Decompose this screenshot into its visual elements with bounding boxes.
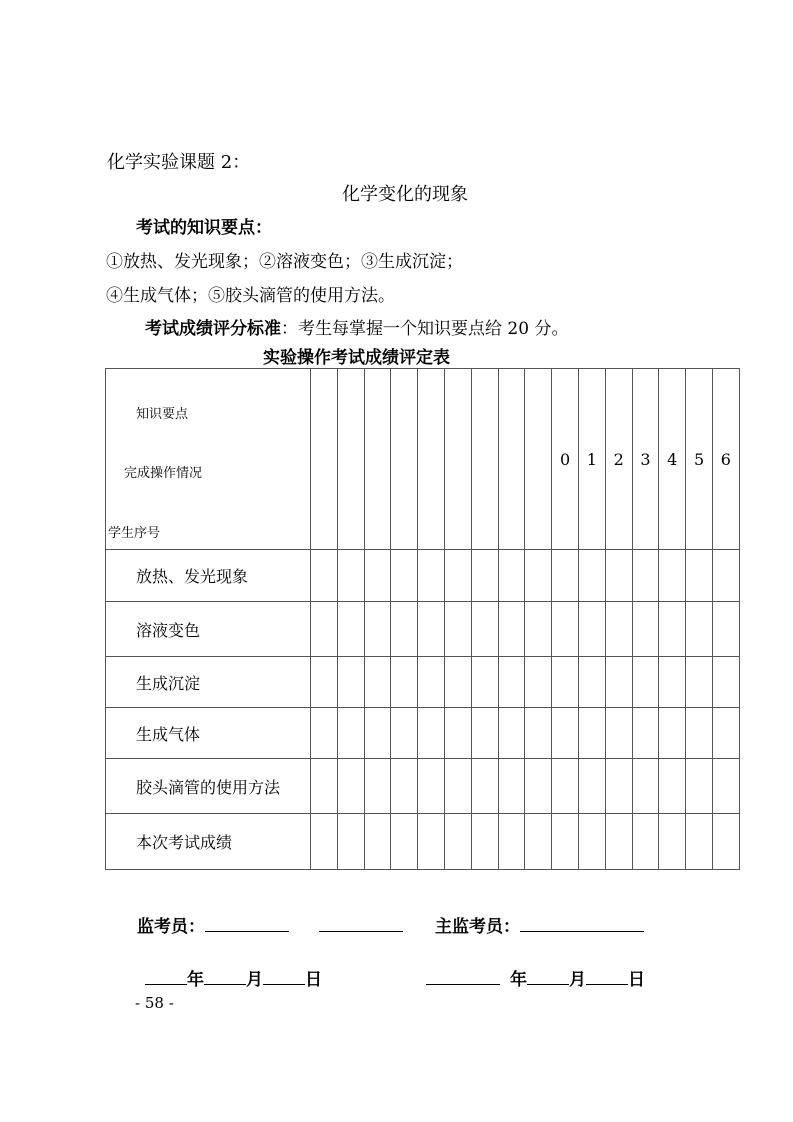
score-cell[interactable] — [418, 708, 445, 759]
score-cell[interactable] — [311, 708, 338, 759]
score-cell[interactable] — [364, 550, 391, 602]
score-cell[interactable] — [311, 814, 338, 870]
header-cell — [471, 369, 498, 550]
criteria-text: ：考生每掌握一个知识要点给 20 分。 — [281, 319, 569, 339]
score-cell[interactable] — [498, 657, 525, 708]
score-cell[interactable] — [712, 550, 739, 602]
table-row — [106, 759, 740, 814]
score-cell[interactable] — [686, 814, 713, 870]
score-cell[interactable] — [659, 602, 686, 657]
score-table — [105, 368, 740, 870]
header-row — [106, 369, 740, 550]
header-bottom: 学生序号 — [108, 526, 161, 541]
proctor-blank-1[interactable] — [205, 913, 289, 932]
score-cell[interactable] — [632, 759, 659, 814]
header-cell — [337, 369, 364, 550]
score-cell[interactable] — [391, 602, 418, 657]
score-cell[interactable] — [471, 602, 498, 657]
score-cell[interactable] — [712, 657, 739, 708]
score-cell[interactable] — [391, 550, 418, 602]
score-cell[interactable] — [525, 759, 552, 814]
score-cell[interactable] — [418, 814, 445, 870]
score-cell[interactable] — [525, 657, 552, 708]
score-cell[interactable] — [337, 814, 364, 870]
day-blank-2[interactable] — [586, 966, 628, 985]
score-cell[interactable] — [552, 657, 579, 708]
day-label-2: 日 — [628, 970, 645, 990]
row-label: 放热、发光现象 — [106, 550, 311, 602]
month-label: 月 — [246, 970, 263, 990]
score-cell[interactable] — [498, 550, 525, 602]
score-cell[interactable] — [337, 657, 364, 708]
chief-label: 主监考员： — [435, 917, 520, 937]
score-cell[interactable] — [605, 602, 632, 657]
page-title: 化学变化的现象 — [342, 184, 468, 205]
score-cell[interactable] — [418, 759, 445, 814]
score-number: 2 — [605, 369, 632, 550]
score-cell[interactable] — [605, 708, 632, 759]
row-label: 胶头滴管的使用方法 — [106, 759, 311, 814]
knowledge-line-2: ④生成气体；⑤胶头滴管的使用方法。 — [106, 286, 395, 306]
score-cell[interactable] — [578, 550, 605, 602]
score-cell[interactable] — [632, 814, 659, 870]
table-row — [106, 550, 740, 602]
month-blank-2[interactable] — [527, 966, 569, 985]
month-label-2: 月 — [569, 970, 586, 990]
score-cell[interactable] — [364, 602, 391, 657]
score-cell[interactable] — [578, 708, 605, 759]
score-cell[interactable] — [311, 602, 338, 657]
row-label: 本次考试成绩 — [106, 814, 311, 870]
score-cell[interactable] — [418, 657, 445, 708]
score-cell[interactable] — [632, 657, 659, 708]
score-cell[interactable] — [525, 708, 552, 759]
score-cell[interactable] — [391, 657, 418, 708]
score-number: 6 — [712, 369, 739, 550]
score-cell[interactable] — [311, 657, 338, 708]
score-cell[interactable] — [632, 708, 659, 759]
score-cell[interactable] — [444, 550, 471, 602]
score-cell[interactable] — [471, 814, 498, 870]
score-cell[interactable] — [311, 759, 338, 814]
row-label: 溶液变色 — [106, 602, 311, 657]
score-cell[interactable] — [444, 759, 471, 814]
day-blank[interactable] — [263, 966, 305, 985]
header-diagonal-cell — [106, 369, 311, 550]
score-cell[interactable] — [364, 759, 391, 814]
header-top: 知识要点 — [136, 407, 189, 422]
score-cell[interactable] — [552, 814, 579, 870]
score-cell[interactable] — [525, 550, 552, 602]
score-cell[interactable] — [418, 602, 445, 657]
header-cell — [525, 369, 552, 550]
score-cell[interactable] — [471, 708, 498, 759]
chief-blank[interactable] — [520, 913, 644, 932]
year-blank[interactable] — [145, 966, 187, 985]
score-cell[interactable] — [552, 759, 579, 814]
score-cell[interactable] — [391, 759, 418, 814]
proctor-blank-2[interactable] — [319, 913, 403, 932]
score-cell[interactable] — [525, 814, 552, 870]
row-label: 生成气体 — [106, 708, 311, 759]
score-cell[interactable] — [686, 708, 713, 759]
header-mid: 完成操作情况 — [124, 466, 203, 481]
score-cell[interactable] — [391, 708, 418, 759]
score-cell[interactable] — [337, 708, 364, 759]
score-cell[interactable] — [686, 550, 713, 602]
score-cell[interactable] — [444, 657, 471, 708]
score-cell[interactable] — [337, 602, 364, 657]
score-cell[interactable] — [471, 759, 498, 814]
score-cell[interactable] — [605, 759, 632, 814]
proctor-label: 监考员： — [137, 917, 205, 937]
score-cell[interactable] — [632, 550, 659, 602]
proctor-line — [137, 912, 644, 937]
score-cell[interactable] — [337, 759, 364, 814]
criteria-label: 考试成绩评分标准 — [145, 319, 281, 339]
header-cell — [498, 369, 525, 550]
score-number: 3 — [632, 369, 659, 550]
score-cell[interactable] — [659, 708, 686, 759]
heading: 化学实验课题 2： — [107, 152, 251, 173]
year-blank-2[interactable] — [426, 966, 500, 985]
month-blank[interactable] — [204, 966, 246, 985]
score-cell[interactable] — [659, 550, 686, 602]
score-number: 0 — [552, 369, 579, 550]
criteria — [145, 314, 568, 339]
knowledge-label: 考试的知识要点： — [136, 218, 272, 238]
score-cell[interactable] — [391, 814, 418, 870]
score-cell[interactable] — [605, 550, 632, 602]
header-cell — [311, 369, 338, 550]
score-number: 4 — [659, 369, 686, 550]
score-cell[interactable] — [498, 814, 525, 870]
row-label: 生成沉淀 — [106, 657, 311, 708]
score-cell[interactable] — [552, 550, 579, 602]
score-cell[interactable] — [364, 814, 391, 870]
score-number: 1 — [578, 369, 605, 550]
page-number: - 58 - — [135, 994, 174, 1012]
score-cell[interactable] — [525, 602, 552, 657]
score-cell[interactable] — [552, 708, 579, 759]
score-cell[interactable] — [444, 602, 471, 657]
score-cell[interactable] — [311, 550, 338, 602]
score-cell[interactable] — [444, 708, 471, 759]
score-cell[interactable] — [578, 602, 605, 657]
header-cell — [444, 369, 471, 550]
score-cell[interactable] — [498, 602, 525, 657]
date-line-2 — [426, 965, 645, 990]
table-row — [106, 814, 740, 870]
score-cell[interactable] — [659, 814, 686, 870]
header-cell — [364, 369, 391, 550]
score-cell[interactable] — [578, 814, 605, 870]
score-cell[interactable] — [471, 550, 498, 602]
score-cell[interactable] — [364, 708, 391, 759]
score-cell[interactable] — [686, 602, 713, 657]
year-label-2: 年 — [510, 970, 527, 990]
score-cell[interactable] — [712, 708, 739, 759]
score-cell[interactable] — [659, 759, 686, 814]
score-cell[interactable] — [712, 814, 739, 870]
table-title: 实验操作考试成绩评定表 — [263, 348, 450, 368]
score-cell[interactable] — [686, 657, 713, 708]
score-cell[interactable] — [686, 759, 713, 814]
score-cell[interactable] — [605, 657, 632, 708]
score-cell[interactable] — [444, 814, 471, 870]
score-cell[interactable] — [418, 550, 445, 602]
score-cell[interactable] — [471, 657, 498, 708]
score-cell[interactable] — [659, 657, 686, 708]
day-label: 日 — [305, 970, 322, 990]
knowledge-line-1: ①放热、发光现象；②溶液变色；③生成沉淀； — [106, 252, 463, 272]
year-label: 年 — [187, 970, 204, 990]
score-cell[interactable] — [712, 602, 739, 657]
header-cell — [391, 369, 418, 550]
score-cell[interactable] — [552, 602, 579, 657]
table-row — [106, 708, 740, 759]
score-cell[interactable] — [605, 814, 632, 870]
table-row — [106, 602, 740, 657]
score-cell[interactable] — [498, 759, 525, 814]
table-row — [106, 657, 740, 708]
score-cell[interactable] — [712, 759, 739, 814]
score-cell[interactable] — [632, 602, 659, 657]
header-cell — [418, 369, 445, 550]
score-cell[interactable] — [498, 708, 525, 759]
score-cell[interactable] — [364, 657, 391, 708]
score-cell[interactable] — [578, 657, 605, 708]
score-cell[interactable] — [578, 759, 605, 814]
date-line-1 — [145, 965, 322, 990]
score-number: 5 — [686, 369, 713, 550]
score-cell[interactable] — [337, 550, 364, 602]
